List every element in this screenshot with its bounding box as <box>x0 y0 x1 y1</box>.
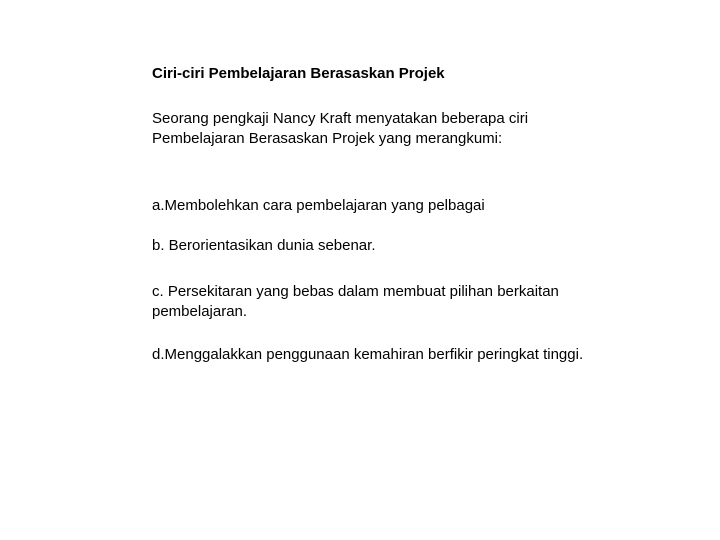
list-item-b: b. Berorientasikan dunia sebenar. <box>152 237 376 254</box>
document-title: Ciri-ciri Pembelajaran Berasaskan Projek <box>152 65 445 82</box>
list-item-d: d.Menggalakkan penggunaan kemahiran berfikir peringkat tinggi. <box>152 346 584 363</box>
intro-line-1: Seorang pengkaji Nancy Kraft menyatakan beberapa ciri <box>152 110 529 127</box>
intro-paragraph <box>152 109 612 149</box>
list-item-c: c. Persekitaran yang bebas dalam membuat pilihan berkaitan pembelajaran. <box>152 283 559 320</box>
intro-line-2: Pembelajaran Berasaskan Projek yang merangkumi: <box>152 130 503 147</box>
list-item-a: a.Membolehkan cara pembelajaran yang pelbagai <box>152 197 485 214</box>
